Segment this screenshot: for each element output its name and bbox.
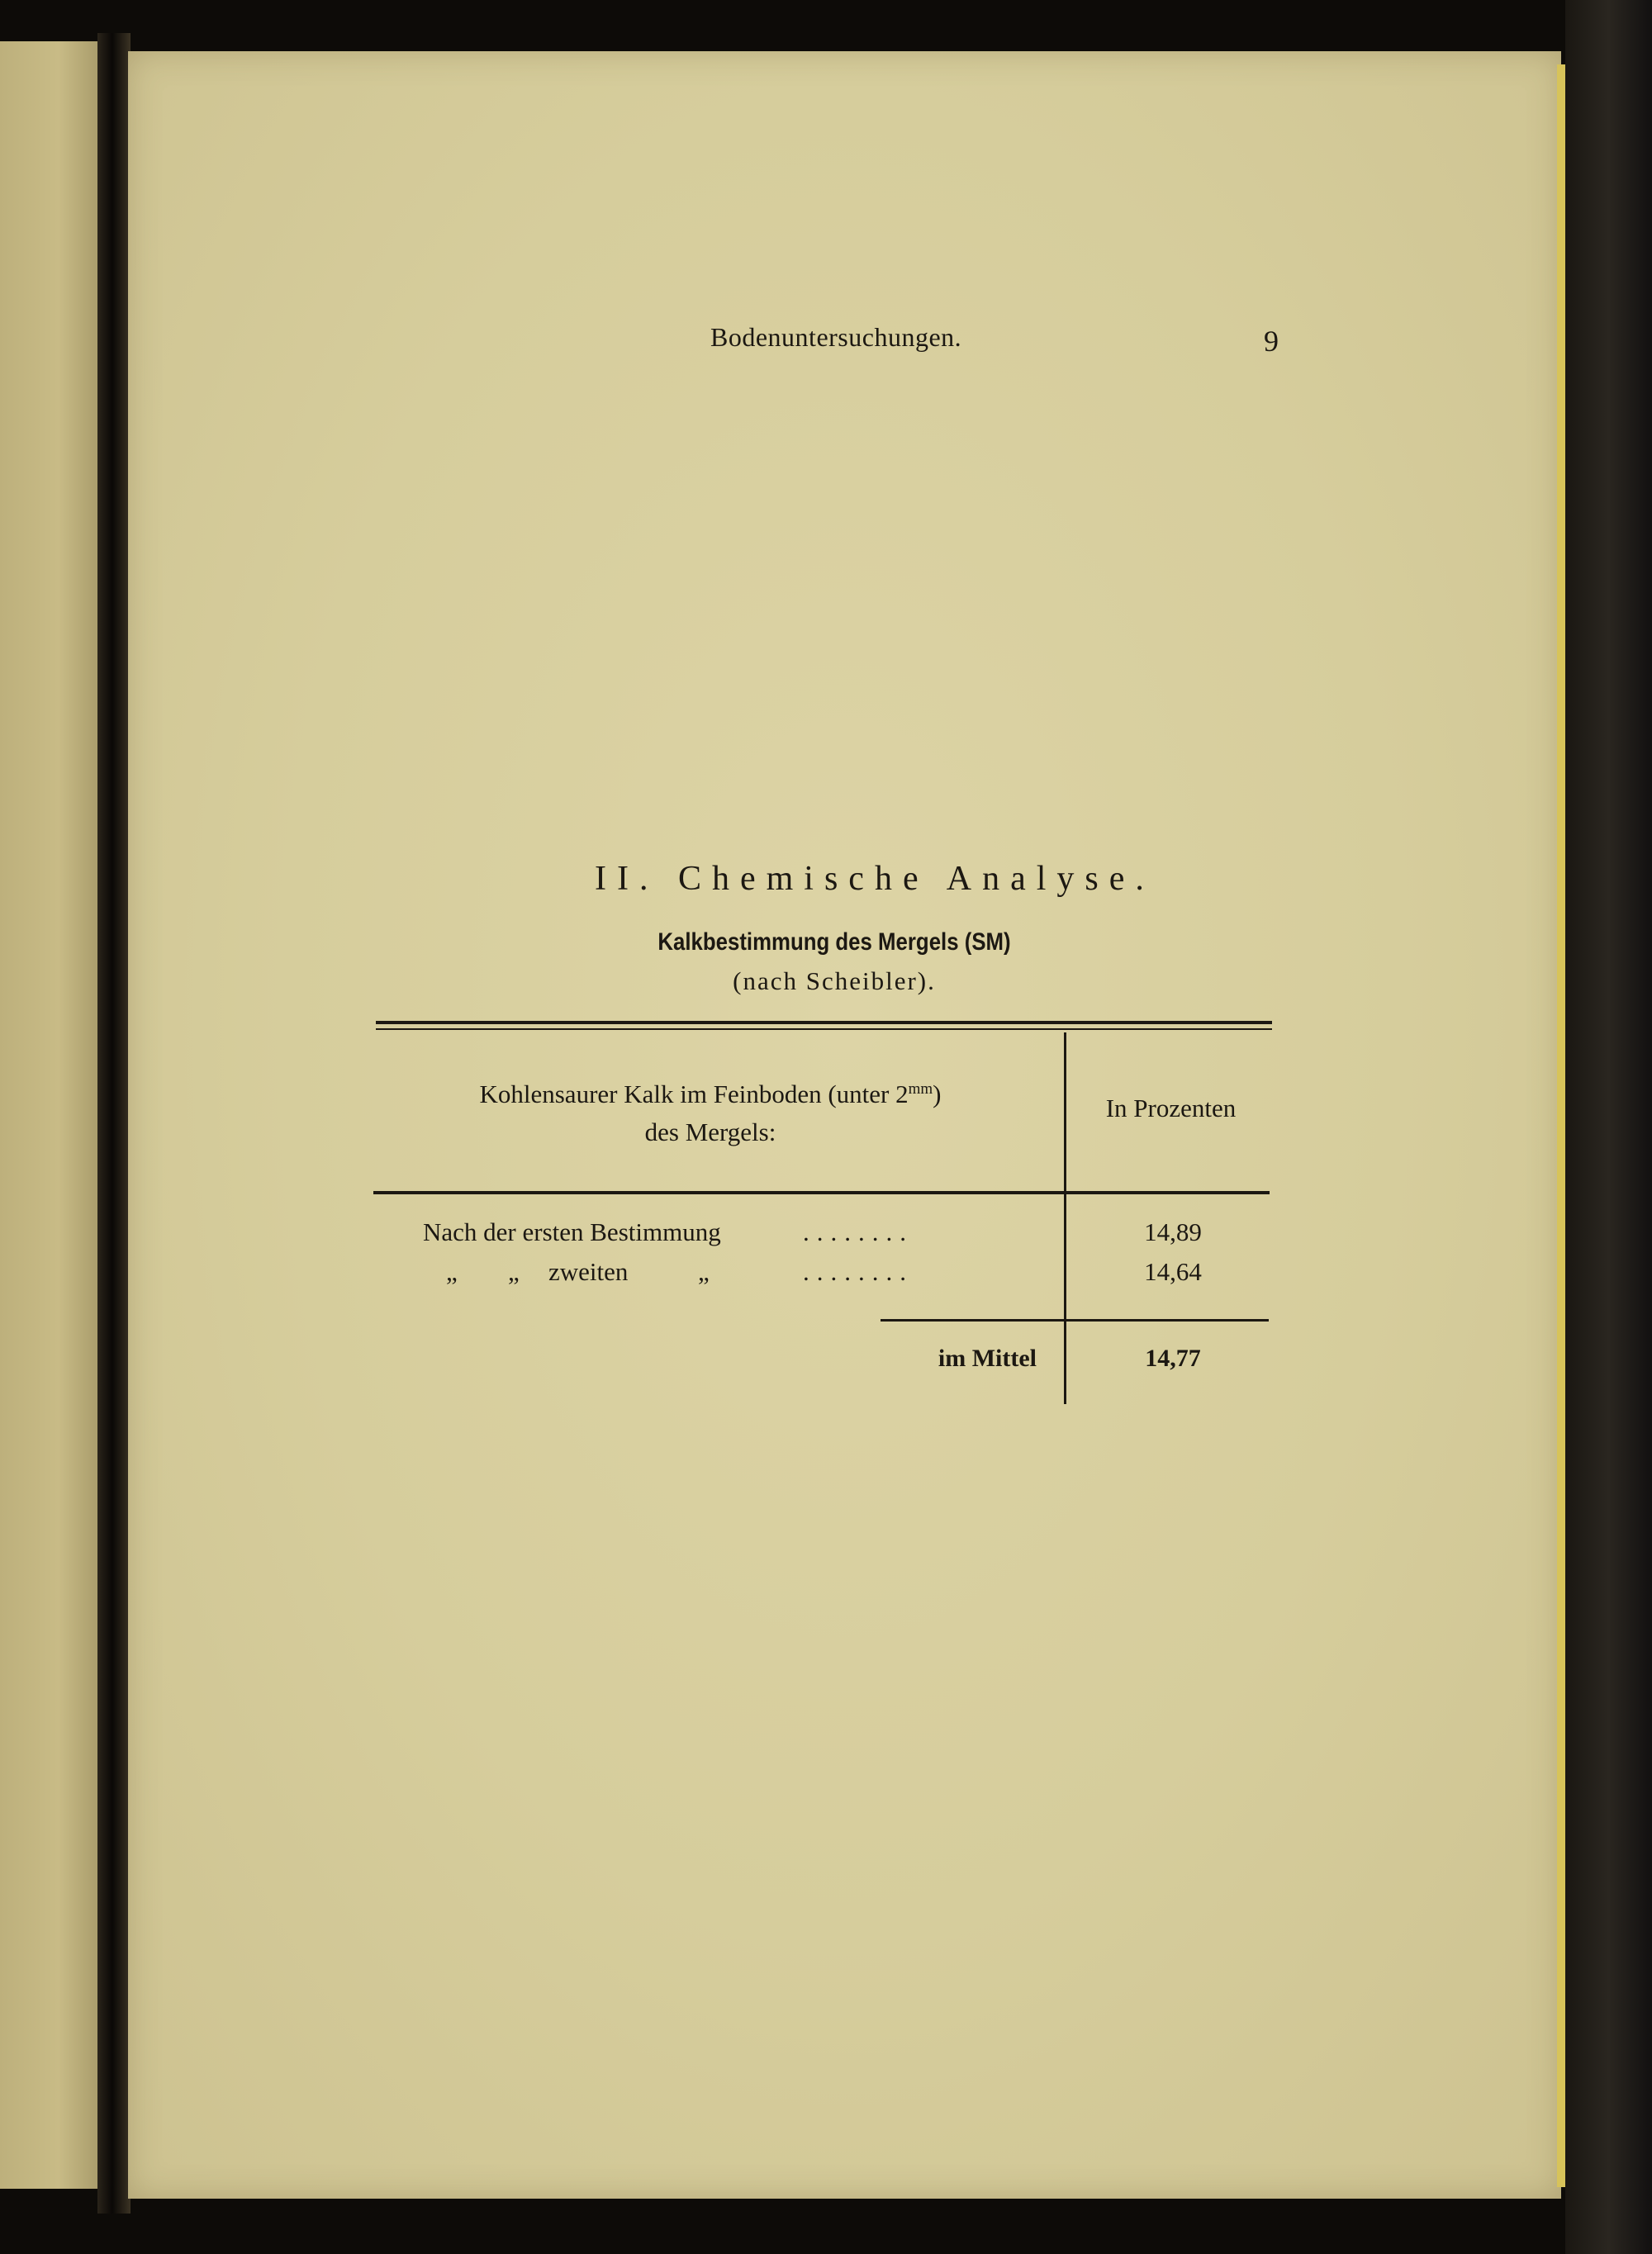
page-number: 9 — [1264, 325, 1279, 358]
summary-label: im Mittel — [938, 1345, 1037, 1372]
table-sum-rule — [881, 1319, 1269, 1322]
row-ditto-mark: „ — [698, 1257, 710, 1286]
table-title: Kalkbestimmung des Mergels (SM) — [657, 928, 1011, 956]
row-leader-dots: ........ — [803, 1217, 914, 1246]
section-heading: II. Chemische Analyse. — [595, 860, 1155, 898]
table-row — [0, 1217, 1652, 1250]
table-header-rule — [373, 1191, 1270, 1194]
running-head: Bodenuntersuchungen. — [710, 322, 962, 352]
column-header-percent: In Prozenten — [1105, 1094, 1237, 1122]
header-unit: mm — [908, 1080, 933, 1098]
header-close: ) — [933, 1080, 942, 1108]
row-value: 14,64 — [1144, 1257, 1202, 1286]
row-leader-dots: ........ — [803, 1257, 914, 1286]
table-row — [0, 1257, 1652, 1290]
row-label: Nach der ersten Bestimmung — [423, 1217, 721, 1246]
row-label: zweiten — [548, 1257, 629, 1286]
row-ditto-mark: „ — [508, 1257, 520, 1286]
page-edge — [1557, 64, 1565, 2187]
table-top-rule — [376, 1021, 1272, 1024]
book-gutter — [97, 33, 131, 2214]
column-header-description — [396, 1070, 1024, 1151]
row-value: 14,89 — [1144, 1217, 1202, 1246]
left-page — [0, 41, 97, 2189]
table-top-rule-thin — [376, 1028, 1272, 1030]
book-cover — [1565, 0, 1652, 2254]
header-line1: Kohlensaurer Kalk im Feinboden (unter 2 — [479, 1080, 909, 1108]
table-subtitle: (nach Scheibler). — [733, 966, 936, 995]
header-line2: des Mergels: — [644, 1118, 776, 1146]
row-ditto-mark: „ — [446, 1257, 458, 1286]
summary-value: 14,77 — [1145, 1345, 1201, 1372]
